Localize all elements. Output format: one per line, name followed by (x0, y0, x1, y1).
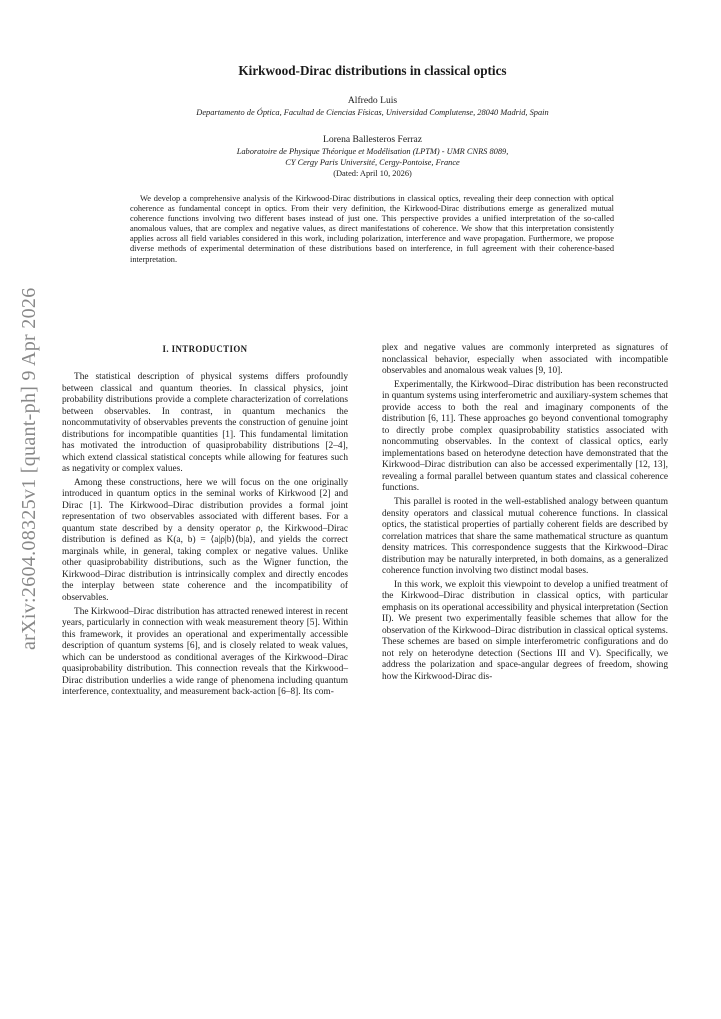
body-paragraph: The statistical description of physical systems differs profoundly between classical and quantum theories. In classical physics, joint probability distributions provide a complete characterization of correlations between observables. In contrast, in quantum mechanics the noncommutativity of observables prevents the construction of genuine joint distributions for incompatible quantities [1]. This fundamental limitation has motivated the introduction of quasiprobability distributions [2–4], which extend classical statistical concepts while allowing for features such as negativity or complex values. (62, 372, 348, 474)
paper-title: Kirkwood-Dirac distributions in classical optics (238, 63, 507, 78)
body-paragraph: The Kirkwood–Dirac distribution has attracted renewed interest in recent years, particularly in connection with weak measurement theory [5]. Within this framework, it provides an operational and experimentally accessible description of quantum systems [6], and is closely related to weak values, which can be understood as conditional averages of the Kirkwood–Dirac quasiprobability distribution. This connection reveals that the Kirkwood–Dirac distribution underlies a wide range of phenomena including quantum interference, contextuality, and measurement back-action [6–8]. Its com- (62, 606, 348, 698)
abstract: We develop a comprehensive analysis of the Kirkwood-Dirac distributions in classical optics, revealing their deep connection with optical coherence as fundamental concept in optics. From their very definition, the Kirkwood-Dirac distributions emerge as generalized mutual coherence functions involving two different bases instead of just one. This perspective provides a unified interpretation of the so-called anomalous values, that are complex and negative values, as direct manifestations of coherence. We show that this interpretation consistently applies across all field variables considered in this work, including polarization, interference and wave propagation. Furthermore, we propose diverse methods of experimental determination of these distributions based on interference, in full agreement with their coherence-based interpretation. (130, 194, 614, 264)
right-column (382, 343, 668, 683)
section-heading: I. INTRODUCTION (162, 344, 248, 354)
body-paragraph: plex and negative values are commonly interpreted as signatures of nonclassical behavior, especially when associated with incompatible observables and anomalous weak values [9, 10]. (382, 343, 668, 376)
body-paragraph: Among these constructions, here we will focus on the one originally introduced in quantum optics in the seminal works of Kirkwood [2] and Dirac [1]. The Kirkwood–Dirac distribution provides a formal joint representation of two observables associated with different bases. For a quantum state described by a density operator ρ, the Kirkwood–Dirac distribution is defined as K(a, b) = ⟨a|ρ|b⟩⟨b|a⟩, and yields the correct marginals while, in general, taking complex or negative values. Unlike other quasiprobability distributions, such as the Wigner function, the Kirkwood–Dirac distribution is intrinsically complex and directly encodes the interplay between state coherence and the incompatibility of observables. (62, 477, 348, 603)
body-paragraph: In this work, we exploit this viewpoint to develop a unified treatment of the Kirkwood–Dirac distribution in classical optics, with particular emphasis on its operational accessibility and physical interpretation (Section II). We present two experimentally feasible schemes that allow for the observation of the Kirkwood–Dirac distribution in classical optical systems. These schemes are based on simple interferometric configurations and do not rely on heterodyne detection (Sections III and V). Specifically, we address the polarization and space-angular degrees of freedom, showing how the Kirkwood-Dirac dis- (382, 579, 668, 682)
author-affiliation: CY Cergy Paris Université, Cergy-Pontoise, France (285, 158, 460, 167)
author-name: Alfredo Luis (347, 95, 398, 106)
date-line: (Dated: April 10, 2026) (333, 169, 412, 178)
author-affiliation: Laboratoire de Physique Théorique et Modélisation (LPTM) - UMR CNRS 8089, (236, 147, 509, 156)
author-name: Lorena Ballesteros Ferraz (322, 134, 423, 145)
author-affiliation: Departamento de Óptica, Facultad de Ciencias Físicas, Universidad Complutense, 28040 Madrid, Spain (196, 108, 549, 117)
arxiv-identifier-stamp: arXiv:2604.08325v1 [quant-ph] 9 Apr 2026 (18, 287, 40, 650)
body-paragraph: Experimentally, the Kirkwood–Dirac distribution has been reconstructed in quantum systems using interferometric and auxiliary-system schemes that provide access to both the real and imaginary components of the distribution [6, 11]. These approaches go beyond conventional tomography to directly probe complex quasiprobability statistics associated with noncommuting observables. In the context of classical optics, early implementations based on heterodyne detection have demonstrated that the Kirkwood–Dirac distribution can also be accessed experimentally [12, 13], revealing a formal parallel between quantum states and classical coherence functions. (382, 379, 668, 494)
left-column (62, 340, 348, 699)
body-paragraph: This parallel is rooted in the well-established analogy between quantum density operators and classical mutual coherence functions. In classical optics, the statistical properties of partially coherent fields are described by correlation matrices that share the same mathematical structure as quantum density matrices. This correspondence suggests that the Kirkwood–Dirac distribution may be naturally interpreted, in both domains, as a generalized coherence function involving two distinct modal bases. (382, 497, 668, 577)
paper-header (100, 62, 645, 179)
